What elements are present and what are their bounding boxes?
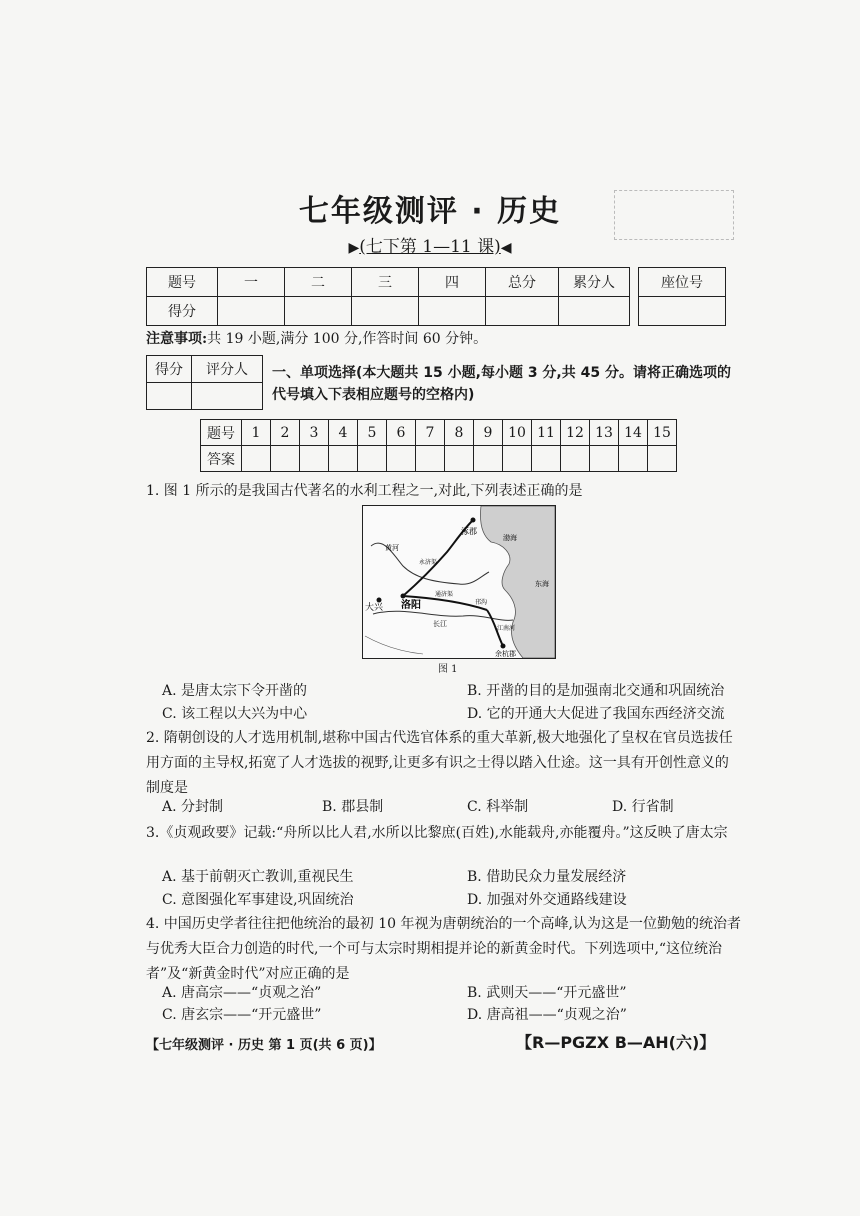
page-title: 七年级测评 · 历史 <box>298 194 562 229</box>
map-label: 洛阳 <box>401 600 421 611</box>
answer-table-number-row <box>201 420 677 446</box>
answer-cell[interactable] <box>619 446 648 472</box>
score-cell[interactable] <box>285 297 352 326</box>
score-cell[interactable] <box>352 297 419 326</box>
luoyang-dot <box>401 594 406 599</box>
score-table-header-row <box>147 268 630 297</box>
map-label: 通济渠 <box>435 591 454 598</box>
grand-canal-map <box>362 505 556 659</box>
score-row-label: 得分 <box>147 297 218 326</box>
answer-table-answer-row <box>201 446 677 472</box>
q2-option-d[interactable]: D. 行省制 <box>612 799 674 815</box>
question-number: 12 <box>561 420 590 446</box>
land-border <box>365 636 423 654</box>
q2-option-a[interactable]: A. 分封制 <box>162 799 224 815</box>
question-number: 10 <box>503 420 532 446</box>
answer-cell[interactable] <box>648 446 677 472</box>
score-table-score-row <box>147 297 630 326</box>
answer-table-q-label: 题号 <box>201 420 242 446</box>
question-number: 14 <box>619 420 648 446</box>
q3-stem: 3.《贞观政要》记载:“舟所以比人君,水所以比黎庶(百姓),水能载舟,亦能覆舟。”这反映了唐太宗 <box>146 825 728 841</box>
answer-table <box>200 419 677 472</box>
grader-table <box>146 355 263 410</box>
question-number: 3 <box>300 420 329 446</box>
score-header-cell: 一 <box>218 268 285 297</box>
notice-label: 注意事项: <box>146 331 208 347</box>
map-label: 黄河 <box>385 544 399 552</box>
q3-option-c[interactable]: C. 意图强化军事建设,巩固统治 <box>162 892 354 908</box>
q1-stem: 1. 图 1 所示的是我国古代著名的水利工程之一,对此,下列表述正确的是 <box>146 483 583 499</box>
question-number: 1 <box>242 420 271 446</box>
question-number: 9 <box>474 420 503 446</box>
question-number: 7 <box>416 420 445 446</box>
map-label: 大兴 <box>365 603 384 613</box>
answer-cell[interactable] <box>561 446 590 472</box>
yuhang-dot <box>501 644 506 649</box>
q4-option-b[interactable]: B. 武则天——“开元盛世” <box>467 985 627 1001</box>
q4-option-a[interactable]: A. 唐高宗——“贞观之治” <box>162 985 322 1001</box>
score-header-cell: 三 <box>352 268 419 297</box>
q3-option-b[interactable]: B. 借助民众力量发展经济 <box>467 869 627 885</box>
notice <box>146 328 487 348</box>
q2-option-c[interactable]: C. 科举制 <box>467 799 529 815</box>
grader-name-cell[interactable] <box>192 383 263 410</box>
score-header-cell: 总分 <box>486 268 559 297</box>
map-label: 东海 <box>535 580 549 588</box>
figure-caption: 图 1 <box>438 664 458 675</box>
map-label: 余杭郡 <box>495 650 516 658</box>
q4-option-c[interactable]: C. 唐玄宗——“开元盛世” <box>162 1007 322 1023</box>
question-number: 15 <box>648 420 677 446</box>
score-header-cell: 四 <box>419 268 486 297</box>
score-header-cell: 题号 <box>147 268 218 297</box>
answer-cell[interactable] <box>271 446 300 472</box>
q4-option-d[interactable]: D. 唐高祖——“贞观之治” <box>467 1007 627 1023</box>
question-number: 5 <box>358 420 387 446</box>
seat-label: 座位号 <box>639 268 726 297</box>
q1-option-c[interactable]: C. 该工程以大兴为中心 <box>162 706 308 722</box>
footer-code: 【R—PGZX B—AH(六)】 <box>516 1033 716 1052</box>
q2-stem: 2. 隋朝创设的人才选用机制,堪称中国古代选官体系的重大革新,极大地强化了皇权在官员选拔任用方面的主导权,拓宽了人才选拔的视野,让更多有识之士得以踏入仕途。这一具有开创性意义的制度是 <box>146 730 733 796</box>
map-label: 涿郡 <box>461 527 477 536</box>
seat-cell[interactable] <box>639 297 726 326</box>
answer-cell[interactable] <box>474 446 503 472</box>
map-label: 永济渠 <box>419 559 438 566</box>
answer-cell[interactable] <box>358 446 387 472</box>
map-label: 江南河 <box>497 625 516 632</box>
q1-option-d[interactable]: D. 它的开通大大促进了我国东西经济交流 <box>467 706 725 722</box>
question-number: 6 <box>387 420 416 446</box>
map-label: 渤海 <box>503 534 517 542</box>
answer-cell[interactable] <box>445 446 474 472</box>
answer-cell[interactable] <box>503 446 532 472</box>
score-table <box>146 267 630 326</box>
q2-option-b[interactable]: B. 郡县制 <box>322 799 384 815</box>
answer-cell[interactable] <box>242 446 271 472</box>
score-cell[interactable] <box>218 297 285 326</box>
scope-text: (七下第 1—11 课) <box>359 237 501 257</box>
q3-option-d[interactable]: D. 加强对外交通路线建设 <box>467 892 627 908</box>
score-header-cell: 累分人 <box>559 268 630 297</box>
answer-cell[interactable] <box>416 446 445 472</box>
question-number: 4 <box>329 420 358 446</box>
q4-stem: 4. 中国历史学者往往把他统治的最初 10 年视为唐朝统治的一个高峰,认为这是一位勤勉的统治者与优秀大臣合力创造的时代,一个可与太宗时期相提并论的新黄金时代。下列选项中,“这位统治者”及“新黄金时代”对应正确的是 <box>146 916 741 982</box>
daxing-dot <box>377 598 382 603</box>
score-cell[interactable] <box>419 297 486 326</box>
map-label: 邗沟 <box>475 599 488 606</box>
question-number: 11 <box>532 420 561 446</box>
score-cell[interactable] <box>559 297 630 326</box>
right-triangle-icon: ▶ <box>348 240 360 256</box>
q1-option-a[interactable]: A. 是唐太宗下令开凿的 <box>162 683 308 699</box>
answer-table-a-label: 答案 <box>201 446 242 472</box>
zhuojun-dot <box>471 518 476 523</box>
answer-cell[interactable] <box>300 446 329 472</box>
answer-cell[interactable] <box>387 446 416 472</box>
grader-score-label: 得分 <box>147 356 192 383</box>
q1-option-b[interactable]: B. 开凿的目的是加强南北交通和巩固统治 <box>467 683 725 699</box>
notice-text: 共 19 小题,满分 100 分,作答时间 60 分钟。 <box>207 331 488 347</box>
scope-line <box>0 232 860 257</box>
answer-cell[interactable] <box>590 446 619 472</box>
answer-cell[interactable] <box>329 446 358 472</box>
grader-score-cell[interactable] <box>147 383 192 410</box>
answer-cell[interactable] <box>532 446 561 472</box>
score-cell[interactable] <box>486 297 559 326</box>
question-number: 13 <box>590 420 619 446</box>
grader-name-label: 评分人 <box>192 356 263 383</box>
question-number: 2 <box>271 420 300 446</box>
left-triangle-icon: ◀ <box>500 240 512 256</box>
score-header-cell: 二 <box>285 268 352 297</box>
seat-table <box>638 267 726 326</box>
footer-page-info: 【七年级测评 · 历史 第 1 页(共 6 页)】 <box>146 1038 382 1053</box>
q3-option-a[interactable]: A. 基于前朝灭亡教训,重视民生 <box>162 869 354 885</box>
section-one-heading: 一、单项选择(本大题共 15 小题,每小题 3 分,共 45 分。请将正确选项的代号填入下表相应题号的空格内) <box>272 365 731 403</box>
map-label: 长江 <box>433 620 447 628</box>
question-number: 8 <box>445 420 474 446</box>
